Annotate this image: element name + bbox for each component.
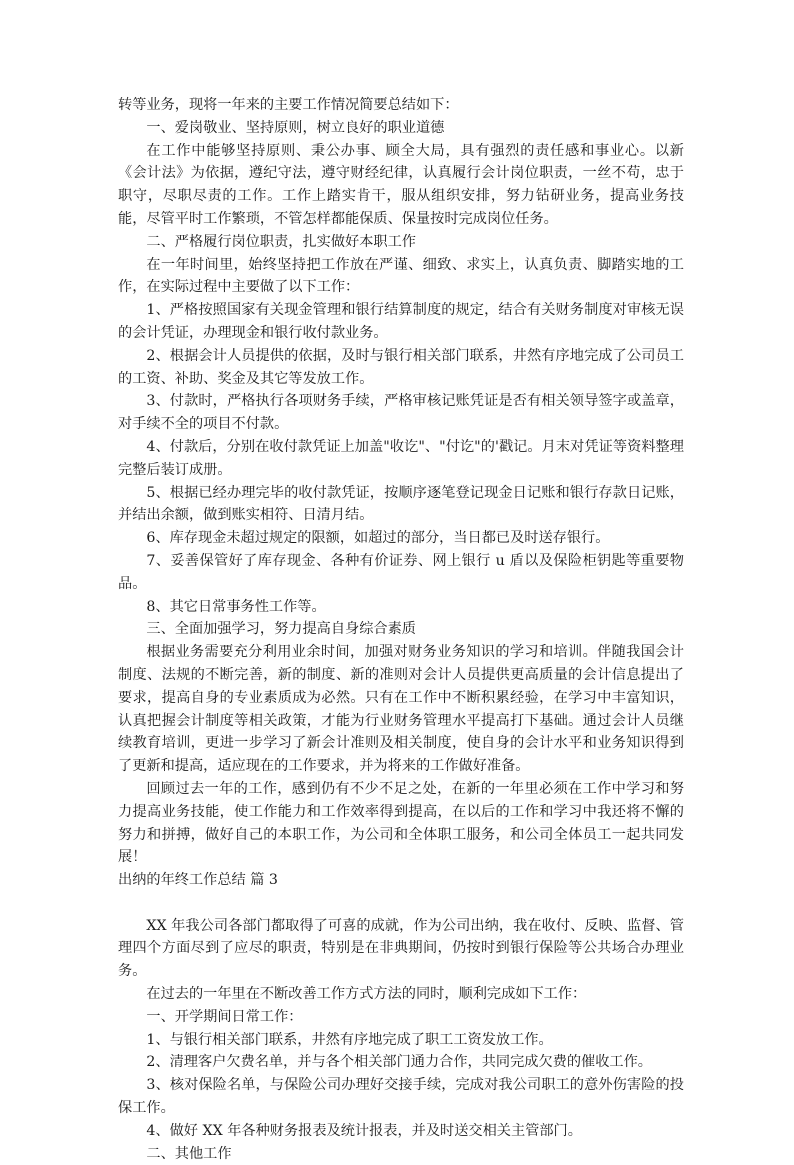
- list-item: 4、做好 XX 年各种财务报表及统计报表，并及时送交相关主管部门。: [146, 1122, 582, 1139]
- list-item: 7、妥善保管好了库存现金、各种有价证券、网上银行 u 盾以及保险柜钥匙等重要物品。: [118, 552, 684, 592]
- blank-line: [118, 892, 684, 915]
- paragraph: 在过去的一年里在不断改善工作方式方法的同时，顺利完成如下工作：: [146, 986, 587, 1003]
- list-item: 2、根据会计人员提供的依据，及时与银行相关部门联系，井然有序地完成了公司员工的工资、补助、奖金及其它等发放工作。: [118, 347, 684, 387]
- list-item: 5、根据已经办理完毕的收付款凭证，按顺序逐笔登记现金日记账和银行存款日记账，并结出余额，做到账实相符、日清月结。: [118, 484, 684, 524]
- list-item: 4、付款后，分别在收付款凭证上加盖"收讫"、"付讫"的'戳记。月末对凭证等资料整理完整后装订成册。: [118, 438, 684, 478]
- list-item: 6、库存现金未超过规定的限额，如超过的部分，当日都已及时送存银行。: [146, 530, 610, 547]
- section-article-3: [118, 915, 684, 1165]
- heading-2: 二、严格履行岗位职责，扎实做好本职工作: [146, 233, 416, 250]
- heading-3: 三、全面加强学习，努力提高自身综合素质: [146, 621, 416, 638]
- document-page: [118, 94, 684, 1165]
- heading-1: 一、爱岗敬业、坚持原则，树立良好的职业道德: [146, 119, 445, 136]
- section-summary: [118, 94, 684, 892]
- section-title: 出纳的年终工作总结 篇 3: [118, 872, 278, 889]
- list-item: 3、付款时，严格执行各项财务手续，严格审核记账凭证是否有相关领导签字或盖章，对手续不全的项目不付款。: [118, 393, 684, 433]
- heading-1: 一、开学期间日常工作：: [146, 1008, 303, 1025]
- list-item: 1、与银行相关部门联系，井然有序地完成了职工工资发放工作。: [146, 1031, 553, 1048]
- paragraph: 根据业务需要充分利用业余时间，加强对财务业务知识的学习和培训。伴随我国会计制度、法规的不断完善，新的制度、新的准则对会计人员提供更高质量的会计信息提出了要求，提高自身的专业素质成为必然。只有在工作中不断积累经验，在学习中丰富知识，认真把握会计制度等相关政策，才能为行业财务管理水平提高打下基础。通过会计人员继续教育培训，更进一步学习了新会计准则及相关制度，使自身的会计水平和业务知识得到了更新和提高，适应现在的工作要求，并为将来的工作做好准备。: [118, 644, 684, 775]
- paragraph: 在一年时间里，始终坚持把工作放在严谨、细致、求实上，认真负责、脚踏实地的工作，在实际过程中主要做了以下工作：: [118, 256, 684, 296]
- paragraph: 转等业务，现将一年来的主要工作情况简要总结如下：: [118, 97, 459, 113]
- list-item: 1、严格按照国家有关现金管理和银行结算制度的规定，结合有关财务制度对审核无误的会计凭证，办理现金和银行收付款业务。: [118, 302, 684, 341]
- paragraph: 在工作中能够坚持原则、秉公办事、顾全大局，具有强烈的责任感和事业心。以新《会计法》为依据，遵纪守法，遵守财经纪律，认真履行会计岗位职责，一丝不苟，忠于职守，尽职尽责的工作。工作上踏实肯干，服从组织安排，努力钻研业务，提高业务技能，尽管平时工作繁琐，不管怎样都能保质、保量按时完成岗位任务。: [118, 142, 684, 227]
- list-item: 8、其它日常事务性工作等。: [146, 598, 326, 615]
- list-item: 2、清理客户欠费名单，并与各个相关部门通力合作，共同完成欠费的催收工作。: [146, 1054, 652, 1071]
- list-item: 3、核对保险名单，与保险公司办理好交接手续，完成对我公司职工的意外伤害险的投保工作。: [118, 1077, 684, 1117]
- heading-2: 二、其他工作: [146, 1145, 232, 1162]
- paragraph: 回顾过去一年的工作，感到仍有不少不足之处，在新的一年里必须在工作中学习和努力提高业务技能，使工作能力和工作效率得到提高，在以后的工作和学习中我还将不懈的努力和拼搏，做好自己的本职工作，为公司和全体职工服务，和公司全体员工一起共同发展！: [118, 780, 684, 866]
- paragraph: XX 年我公司各部门都取得了可喜的成就，作为公司出纳，我在收付、反映、监督、管理四个方面尽到了应尽的职责，特别是在非典期间，仍按时到银行保险等公共场合办理业务。: [118, 917, 684, 980]
